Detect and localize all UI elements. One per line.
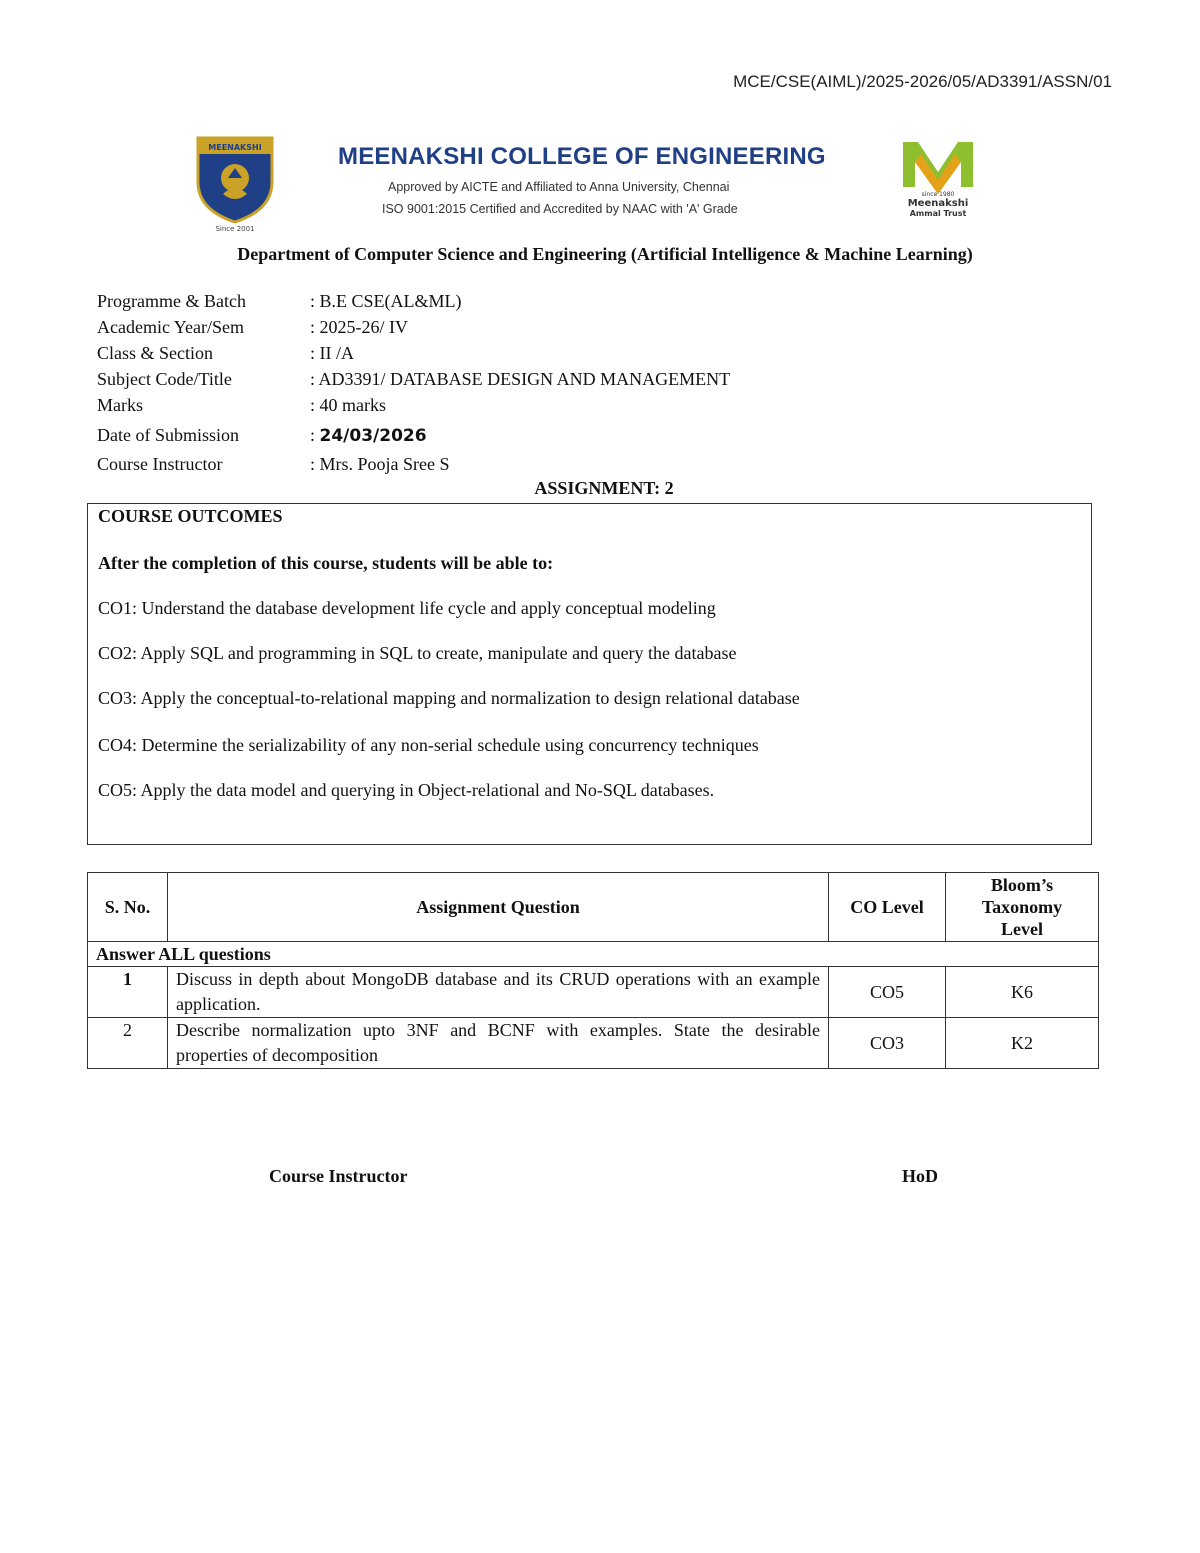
detail-value-prefix: : bbox=[310, 425, 320, 445]
section-label: Answer ALL questions bbox=[88, 942, 1099, 967]
detail-label: Class & Section bbox=[97, 343, 213, 363]
question-number: 2 bbox=[88, 1018, 168, 1069]
course-outcomes-heading: COURSE OUTCOMES bbox=[98, 506, 283, 526]
question-text: Describe normalization upto 3NF and BCNF with examples. State the desirable properties of decomposition bbox=[168, 1018, 829, 1069]
detail-value: : II /A bbox=[310, 343, 354, 363]
detail-value: : 2025-26/ IV bbox=[310, 317, 408, 337]
header-bloom-line: Bloom’s bbox=[990, 875, 1054, 895]
svg-text:Ammal Trust: Ammal Trust bbox=[909, 209, 967, 218]
detail-label: Course Instructor bbox=[97, 454, 223, 474]
course-outcomes-intro: After the completion of this course, students will be able to: bbox=[98, 553, 554, 573]
detail-value: : 40 marks bbox=[310, 395, 386, 415]
college-seal-logo bbox=[190, 132, 280, 232]
course-outcome-item: CO1: Understand the database development life cycle and apply conceptual modeling bbox=[98, 598, 716, 618]
submission-date: 24/03/2026 bbox=[319, 426, 427, 446]
question-co-level: CO3 bbox=[829, 1018, 946, 1069]
header-bloom-line: Taxonomy bbox=[981, 897, 1063, 917]
detail-label: Programme & Batch bbox=[97, 291, 246, 311]
meenakshi-trust-logo bbox=[893, 132, 983, 222]
detail-label: Subject Code/Title bbox=[97, 369, 232, 389]
svg-text:Meenakshi: Meenakshi bbox=[907, 198, 969, 209]
detail-label: Date of Submission bbox=[97, 425, 239, 445]
svg-text:Since 2001: Since 2001 bbox=[215, 225, 255, 232]
department-title: Department of Computer Science and Engineering (Artificial Intelligence & Machine Learning) bbox=[237, 244, 973, 264]
header-bloom-line: Level bbox=[1001, 919, 1043, 939]
detail-value: : B.E CSE(AL&ML) bbox=[310, 291, 462, 311]
detail-value: : Mrs. Pooja Sree S bbox=[310, 454, 450, 474]
assignment-question-table bbox=[87, 872, 1099, 1069]
course-outcome-item: CO4: Determine the serializability of any non-serial schedule using concurrency techniques bbox=[98, 735, 759, 755]
course-outcome-item: CO3: Apply the conceptual-to-relational mapping and normalization to design relational database bbox=[98, 688, 800, 708]
header-question: Assignment Question bbox=[168, 873, 829, 942]
detail-label: Academic Year/Sem bbox=[97, 317, 244, 337]
table-section-row bbox=[88, 942, 1099, 967]
document-reference-number: MCE/CSE(AIML)/2025-2026/05/AD3391/ASSN/01 bbox=[733, 72, 1112, 91]
header-sno: S. No. bbox=[88, 873, 168, 942]
detail-value bbox=[310, 424, 427, 447]
question-text: Discuss in depth about MongoDB database and its CRUD operations with an example application. bbox=[168, 967, 829, 1018]
question-co-level: CO5 bbox=[829, 967, 946, 1018]
table-row bbox=[88, 1018, 1099, 1069]
question-bloom-level: K6 bbox=[946, 967, 1099, 1018]
question-number: 1 bbox=[88, 967, 168, 1018]
course-outcome-item: CO2: Apply SQL and programming in SQL to create, manipulate and query the database bbox=[98, 643, 737, 663]
college-name: MEENAKSHI COLLEGE OF ENGINEERING bbox=[338, 143, 826, 170]
table-row bbox=[88, 967, 1099, 1018]
approval-line-2: ISO 9001:2015 Certified and Accredited by NAAC with 'A' Grade bbox=[382, 202, 738, 216]
svg-text:since 1980: since 1980 bbox=[921, 191, 955, 198]
detail-value: : AD3391/ DATABASE DESIGN AND MANAGEMENT bbox=[310, 369, 731, 389]
svg-text:MEENAKSHI: MEENAKSHI bbox=[208, 143, 262, 152]
detail-label: Marks bbox=[97, 395, 143, 415]
course-instructor-signature: Course Instructor bbox=[269, 1166, 408, 1186]
question-bloom-level: K2 bbox=[946, 1018, 1099, 1069]
course-outcome-item: CO5: Apply the data model and querying in Object-relational and No-SQL databases. bbox=[98, 780, 715, 800]
table-header-row bbox=[88, 873, 1099, 942]
assignment-title: ASSIGNMENT: 2 bbox=[534, 478, 674, 498]
header-bloom-level bbox=[946, 873, 1099, 942]
approval-line-1: Approved by AICTE and Affiliated to Anna University, Chennai bbox=[388, 180, 730, 194]
header-co-level: CO Level bbox=[829, 873, 946, 942]
course-outcomes-box bbox=[87, 503, 1092, 845]
hod-signature: HoD bbox=[902, 1166, 938, 1186]
